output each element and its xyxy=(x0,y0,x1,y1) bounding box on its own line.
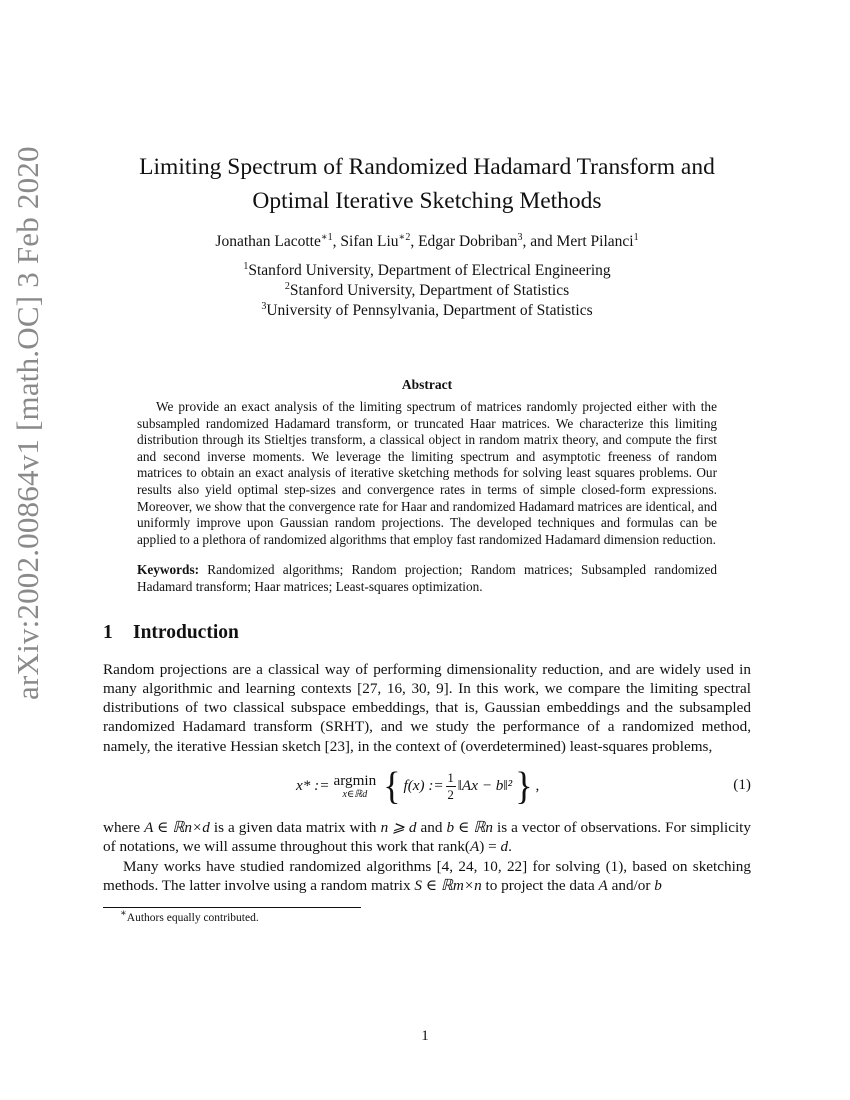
eq-lhs: x* := xyxy=(296,777,330,795)
keywords-label: Keywords: xyxy=(137,562,200,578)
math-run: A ∈ ℝn×d xyxy=(144,819,210,837)
text-run: is a vector of observations. For simplicity of notations, we will assume throughout this work that rank( xyxy=(103,819,751,856)
text-run: to project the data xyxy=(481,876,599,894)
argmin-label: argmin xyxy=(333,772,377,790)
text-run: where xyxy=(103,819,145,837)
author-mark: 3 xyxy=(517,231,523,243)
left-brace: { xyxy=(383,764,401,809)
author-mark: ∗1 xyxy=(320,231,333,243)
eq-argmin xyxy=(333,772,376,800)
author-separator: , xyxy=(410,233,419,250)
intro-paragraph-3 xyxy=(103,857,751,896)
paper-title xyxy=(103,150,751,218)
text-run: . xyxy=(508,838,512,856)
arxiv-stamp: arXiv:2002.00864v1 [math.OC] 3 Feb 2020 xyxy=(10,146,45,700)
keywords xyxy=(137,562,717,595)
math-run: A xyxy=(469,838,480,856)
affiliation-text: Stanford University, Department of Electrical Engineering xyxy=(248,262,611,279)
intro-paragraph-1: Random projections are a classical way of performing dimensionality reduction, and are widely used in many algorithmic and learning contexts [27, 16, 30, 9]. In this work, we compare the limiting spectral distributions of two classical subspace embeddings, that is, Gaussian embeddings and the subsampled randomized Hadamard transform (SRHT), and we study the performance of a randomized method, namely, the iterative Hessian sketch [23], in the context of (overdetermined) least-squares problems, xyxy=(103,660,751,755)
equation-body xyxy=(296,764,539,808)
paper-page xyxy=(103,150,751,924)
math-run: n ⩾ d xyxy=(380,819,417,837)
section-title: Introduction xyxy=(133,621,239,643)
footnote-rule xyxy=(103,907,361,908)
affiliation-mark: 1 xyxy=(243,260,249,272)
abstract-heading: Abstract xyxy=(401,377,453,392)
eq-fraction xyxy=(446,770,456,803)
intro-paragraph-2 xyxy=(103,818,751,857)
author-separator: , and xyxy=(522,233,557,250)
text-run: ) = xyxy=(479,838,501,856)
affiliation-mark: 2 xyxy=(284,280,290,292)
author-mark: ∗2 xyxy=(398,231,411,243)
affiliation xyxy=(103,281,751,301)
affiliation-list xyxy=(103,261,751,321)
math-run: b xyxy=(654,876,662,894)
fraction-numerator: 1 xyxy=(447,769,454,785)
text-run: and xyxy=(416,819,447,837)
affiliation xyxy=(103,261,751,281)
text-run: Many works have studied randomized algorithms [4, 24, 10, 22] for solving (1), based on sketching methods. The latter involve using a random matrix xyxy=(103,857,751,894)
affiliation xyxy=(103,301,751,321)
text-run: and/or xyxy=(607,876,655,894)
equation-1 xyxy=(103,764,751,812)
author-mark: 1 xyxy=(633,231,639,243)
section-heading xyxy=(103,622,751,644)
title-line-2: Optimal Iterative Sketching Methods xyxy=(252,188,602,214)
author-separator: , xyxy=(332,233,341,250)
affiliation-text: University of Pennsylvania, Department of Statistics xyxy=(266,302,593,319)
footnote-text: Authors equally contributed. xyxy=(126,912,259,925)
author-name: Mert Pilanci xyxy=(556,233,634,250)
abstract-body: We provide an exact analysis of the limiting spectrum of matrices randomly projected either with the subsampled randomized Hadamard transform, or truncated Haar matrices. We characterize this limiting distribution through its Stieltjes transform, a classical object in random matrix theory, and compute the first and second inverse moments. We leverage the limiting spectrum and asymptotic freeness of random matrices to obtain an exact analysis of iterative sketching methods for solving least squares problems. Our results also yield optimal step-sizes and convergence rates in terms of simple closed-form expressions. Moreover, we show that the convergence rate for Haar and randomized Hadamard matrices are identical, and uniformly improve upon Gaussian random projections. The developed techniques and formulas can be applied to a plethora of randomized algorithms that employ fast randomized Hadamard dimension reduction. xyxy=(137,399,717,547)
eq-fx: f(x) := xyxy=(403,777,444,795)
equation-number: (1) xyxy=(733,776,751,794)
text-run: is a given data matrix with xyxy=(209,819,381,837)
author-name: Jonathan Lacotte xyxy=(215,233,321,250)
title-line-1: Limiting Spectrum of Randomized Hadamard Transform and xyxy=(139,154,715,180)
section-number: 1 xyxy=(103,621,113,643)
math-run: S ∈ ℝm×n xyxy=(414,876,482,894)
keywords-text: Randomized algorithms; Random projection; Random matrices; Subsampled randomized Hadamard transform; Haar matrices; Least-squares optimization. xyxy=(137,562,717,594)
author-name: Sifan Liu xyxy=(340,233,399,250)
footnote-mark: ∗ xyxy=(120,908,127,920)
page-number: 1 xyxy=(421,1028,429,1044)
argmin-subscript: x∈ℝd xyxy=(342,789,368,801)
eq-trail: , xyxy=(535,777,540,795)
math-run: A xyxy=(598,876,608,894)
affiliation-mark: 3 xyxy=(261,300,267,312)
author-name: Edgar Dobriban xyxy=(418,233,518,250)
right-brace: } xyxy=(515,764,533,809)
math-run: b ∈ ℝn xyxy=(446,819,493,837)
eq-norm: ‖Ax − b‖² xyxy=(457,777,513,795)
author-list xyxy=(103,233,751,251)
affiliation-text: Stanford University, Department of Statistics xyxy=(289,282,570,299)
footnote xyxy=(103,908,751,925)
fraction-denominator: 2 xyxy=(447,786,454,802)
math-run: d xyxy=(500,838,509,856)
